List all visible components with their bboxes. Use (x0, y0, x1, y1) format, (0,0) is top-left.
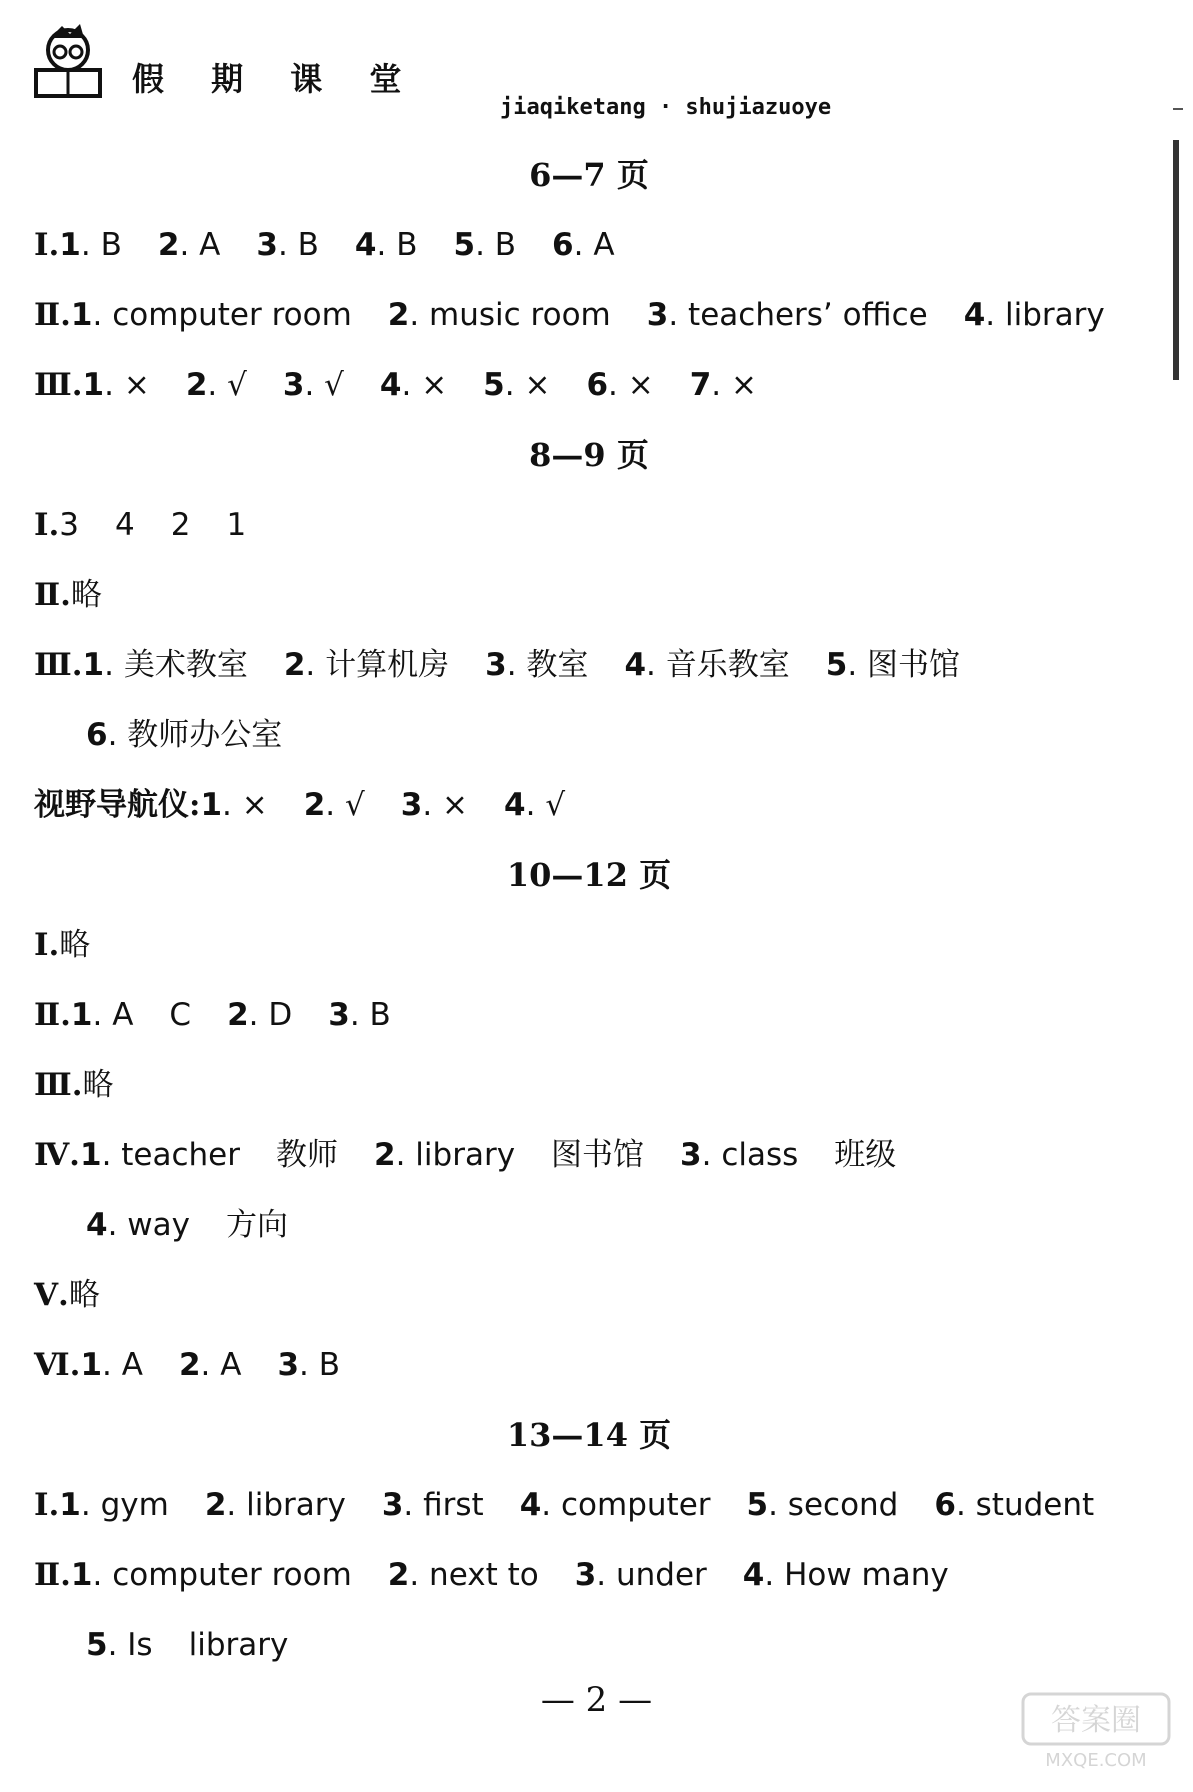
answer-item (189, 1627, 289, 1663)
answer-item (551, 1137, 644, 1173)
item-number: 3 (400, 787, 423, 823)
answer-item (586, 367, 653, 403)
answer-item (485, 647, 588, 683)
answer-item (504, 787, 565, 823)
item-number: 3 (328, 997, 350, 1033)
item-answer: . √ (207, 367, 247, 403)
item-number: 2 (303, 787, 326, 823)
answer-item (304, 787, 365, 823)
item-answer: 3 (59, 507, 80, 543)
item-answer: . × (401, 367, 448, 403)
answer-item (59, 1487, 169, 1523)
item-number: 3 (680, 1137, 702, 1173)
answer-item (690, 367, 757, 403)
item-number: 4 (86, 1207, 108, 1243)
item-number: 5 (453, 227, 476, 263)
answer-item (71, 997, 134, 1033)
item-number: 2 (283, 647, 306, 683)
answer-line (34, 1120, 1144, 1190)
answer-item (520, 1487, 711, 1523)
question-label: Ⅰ. (34, 1487, 60, 1523)
answer-item (59, 227, 122, 263)
answer-line (34, 1470, 1144, 1540)
answer-item (171, 507, 191, 543)
answer-item (83, 1067, 114, 1103)
item-answer: 2 (170, 507, 191, 543)
section-title: 10—12 页 (506, 856, 672, 894)
item-answer: . B (349, 997, 391, 1033)
answer-item (86, 717, 282, 753)
answer-item (86, 1627, 153, 1663)
answer-item (388, 297, 611, 333)
answer-line (34, 560, 1144, 630)
item-number: 6 (86, 717, 108, 753)
answer-item (934, 1487, 1094, 1523)
reading-student-icon (22, 20, 108, 100)
item-answer: 略 (82, 1067, 114, 1103)
item-number: 2 (178, 1347, 201, 1383)
item-number: 5 (483, 367, 505, 403)
watermark-logo-icon (1021, 1692, 1171, 1772)
answer-item (284, 647, 449, 683)
answer-item (328, 997, 391, 1033)
answer-item (647, 297, 928, 333)
answer-item (277, 1347, 340, 1383)
answer-item (80, 1347, 143, 1383)
answer-item (382, 1487, 484, 1523)
item-number: 2 (387, 1557, 410, 1593)
answer-item (401, 787, 468, 823)
section-title: 6—7 页 (529, 156, 649, 194)
question-label: Ⅰ. (34, 507, 60, 543)
answer-item (115, 507, 135, 543)
item-number: 1 (59, 1487, 81, 1523)
item-number: 1 (82, 647, 105, 683)
answer-item (826, 647, 960, 683)
item-answer: . 教师办公室 (107, 717, 283, 753)
item-number: 4 (519, 1487, 542, 1523)
item-answer: . way (107, 1207, 190, 1243)
answer-item (86, 1207, 190, 1243)
item-number: 3 (485, 647, 507, 683)
item-number: 4 (963, 297, 986, 333)
item-answer: 略 (70, 577, 102, 613)
item-answer: . music room (409, 297, 611, 333)
answer-item (747, 1487, 899, 1523)
answer-item (964, 297, 1105, 333)
item-number: 1 (79, 1137, 102, 1173)
item-number: 3 (574, 1557, 597, 1593)
item-answer: . teacher (101, 1137, 241, 1173)
item-answer: 4 (115, 507, 135, 543)
section-title: 13—14 页 (506, 1416, 672, 1454)
answer-item (200, 787, 267, 823)
answer-item (552, 227, 615, 263)
item-answer: . √ (525, 787, 566, 823)
watermark-text: 答案圈 (1051, 1703, 1141, 1738)
section-title: 8—9 页 (529, 436, 649, 474)
item-answer: . library (395, 1137, 516, 1173)
item-answer: . student (955, 1487, 1095, 1523)
answer-item (380, 367, 447, 403)
answer-item (256, 227, 319, 263)
item-answer: . × (504, 367, 551, 403)
question-label: Ⅲ. (34, 647, 83, 683)
answer-item (186, 367, 247, 403)
answer-line (34, 1540, 1144, 1610)
item-answer: 图书馆 (551, 1137, 645, 1173)
item-answer: 1 (226, 507, 247, 543)
question-label: Ⅱ. (34, 297, 71, 333)
item-answer: . class (701, 1137, 799, 1173)
answer-item (59, 507, 79, 543)
item-number: 2 (374, 1137, 396, 1173)
item-number: 1 (70, 997, 93, 1033)
item-number: 6 (586, 367, 609, 403)
item-number: 5 (86, 1627, 108, 1663)
item-answer: . A (200, 1347, 242, 1383)
answer-item (388, 1557, 539, 1593)
item-answer: . √ (325, 787, 365, 823)
item-answer: . under (596, 1557, 707, 1593)
answer-item (575, 1557, 707, 1593)
item-answer: . D (248, 997, 293, 1033)
item-number: 3 (256, 227, 278, 263)
item-number: 6 (552, 227, 574, 263)
item-answer: . × (104, 367, 150, 403)
answer-item (169, 997, 191, 1033)
question-label: Ⅱ. (34, 577, 71, 613)
question-label: Ⅰ. (34, 927, 60, 963)
answer-item (483, 367, 550, 403)
question-label: Ⅵ. (34, 1347, 81, 1383)
item-number: 4 (624, 647, 647, 683)
item-answer: . Is (107, 1627, 153, 1663)
item-answer: . B (277, 227, 319, 263)
question-label: Ⅴ. (34, 1277, 69, 1313)
item-answer: 教师 (276, 1137, 339, 1173)
question-label: Ⅳ. (34, 1137, 80, 1173)
item-answer: . A (573, 227, 615, 263)
answer-line (34, 630, 1144, 700)
item-answer: . How many (764, 1557, 949, 1593)
page-number: — 2 — (540, 1680, 653, 1720)
item-number: 3 (282, 367, 305, 403)
question-label: Ⅲ. (34, 367, 83, 403)
question-label: 视野导航仪: (34, 787, 201, 823)
answer-item (71, 577, 102, 613)
item-number: 1 (82, 367, 105, 403)
item-number: 5 (746, 1487, 769, 1523)
item-answer: . B (376, 227, 418, 263)
answer-line (34, 910, 1144, 980)
answer-item (227, 997, 292, 1033)
item-answer: C (169, 997, 192, 1033)
brand-subtitle: jiaqiketang · shujiazuoye (500, 95, 832, 120)
item-answer: . computer room (92, 297, 352, 333)
answer-item (80, 1137, 240, 1173)
item-number: 7 (689, 367, 712, 403)
answer-item (374, 1137, 515, 1173)
item-number: 3 (381, 1487, 404, 1523)
item-number: 1 (70, 297, 93, 333)
item-number: 2 (227, 997, 249, 1033)
item-number: 4 (504, 787, 526, 823)
answer-item (743, 1557, 949, 1593)
item-answer: . √ (304, 367, 344, 403)
watermark-site: MXQE.COM (1045, 1750, 1147, 1771)
answer-content (34, 140, 1144, 1680)
answer-line (34, 350, 1144, 420)
answer-item (834, 1137, 896, 1173)
answer-item (83, 367, 150, 403)
item-answer: . library (985, 297, 1105, 333)
item-answer: library (188, 1627, 289, 1663)
item-answer: 方向 (225, 1207, 288, 1243)
answer-line (34, 1260, 1144, 1330)
item-number: 3 (277, 1347, 300, 1383)
item-answer: . A (102, 1347, 143, 1383)
answer-line (34, 1610, 1144, 1680)
item-number: 6 (934, 1487, 956, 1523)
item-answer: . gym (80, 1487, 169, 1523)
item-answer: . first (403, 1487, 484, 1523)
item-answer: 班级 (834, 1137, 897, 1173)
page-header (22, 20, 1122, 120)
item-number: 2 (157, 227, 180, 263)
item-answer: . 图书馆 (847, 647, 961, 683)
answer-item (205, 1487, 346, 1523)
answer-item (680, 1137, 798, 1173)
item-answer: . computer (541, 1487, 711, 1523)
answer-line (34, 210, 1144, 280)
item-number: 4 (742, 1557, 765, 1593)
item-answer: . B (80, 227, 122, 263)
answer-item (624, 647, 789, 683)
answer-item (453, 227, 516, 263)
answer-item (158, 227, 221, 263)
item-number: 1 (59, 227, 81, 263)
item-answer: . 美术教室 (104, 647, 248, 683)
answer-line (34, 1330, 1144, 1400)
answer-line (34, 1190, 1144, 1260)
answer-item (83, 647, 248, 683)
item-answer: . B (475, 227, 517, 263)
item-answer: . next to (409, 1557, 539, 1593)
answer-item (71, 1557, 352, 1593)
answer-item (227, 507, 247, 543)
brand-title: 假 期 课 堂 (132, 60, 420, 98)
answer-line (34, 490, 1144, 560)
item-number: 5 (825, 647, 848, 683)
answer-line (34, 700, 1144, 770)
item-answer: . 教室 (506, 647, 589, 683)
item-answer: . 音乐教室 (646, 647, 790, 683)
answer-item (179, 1347, 242, 1383)
item-answer: . B (299, 1347, 341, 1383)
item-answer: . 计算机房 (305, 647, 450, 683)
answer-item (69, 1277, 100, 1313)
item-answer: . × (422, 787, 469, 823)
item-answer: . library (226, 1487, 346, 1523)
item-answer: 略 (68, 1277, 100, 1313)
question-label: Ⅰ. (34, 227, 60, 263)
answer-item (226, 1207, 288, 1243)
answer-item (355, 227, 418, 263)
item-answer: . × (711, 367, 757, 403)
item-answer: . × (608, 367, 654, 403)
item-number: 2 (185, 367, 208, 403)
item-answer: . computer room (92, 1557, 352, 1593)
answer-item (59, 927, 90, 963)
watermark (1021, 1692, 1171, 1772)
item-number: 1 (80, 1347, 103, 1383)
answer-item (283, 367, 344, 403)
binding-edge (1173, 140, 1179, 380)
answer-line (34, 1050, 1144, 1120)
item-answer: . × (222, 787, 268, 823)
answer-item (71, 297, 352, 333)
item-number: 4 (354, 227, 377, 263)
item-answer: 略 (59, 927, 91, 963)
answer-line (34, 280, 1144, 350)
question-label: Ⅱ. (34, 997, 71, 1033)
edge-mark (1173, 108, 1183, 110)
item-number: 3 (646, 297, 669, 333)
item-answer: . second (768, 1487, 899, 1523)
answer-item (276, 1137, 338, 1173)
item-number: 4 (379, 367, 402, 403)
item-number: 1 (70, 1557, 93, 1593)
question-label: Ⅲ. (34, 1067, 83, 1103)
item-number: 2 (387, 297, 410, 333)
item-answer: . A (179, 227, 221, 263)
item-answer: . teachers’ office (668, 297, 928, 333)
item-number: 2 (204, 1487, 227, 1523)
item-number: 1 (200, 787, 223, 823)
item-answer: . A (92, 997, 134, 1033)
question-label: Ⅱ. (34, 1557, 71, 1593)
answer-line (34, 980, 1144, 1050)
answer-line (34, 770, 1144, 840)
